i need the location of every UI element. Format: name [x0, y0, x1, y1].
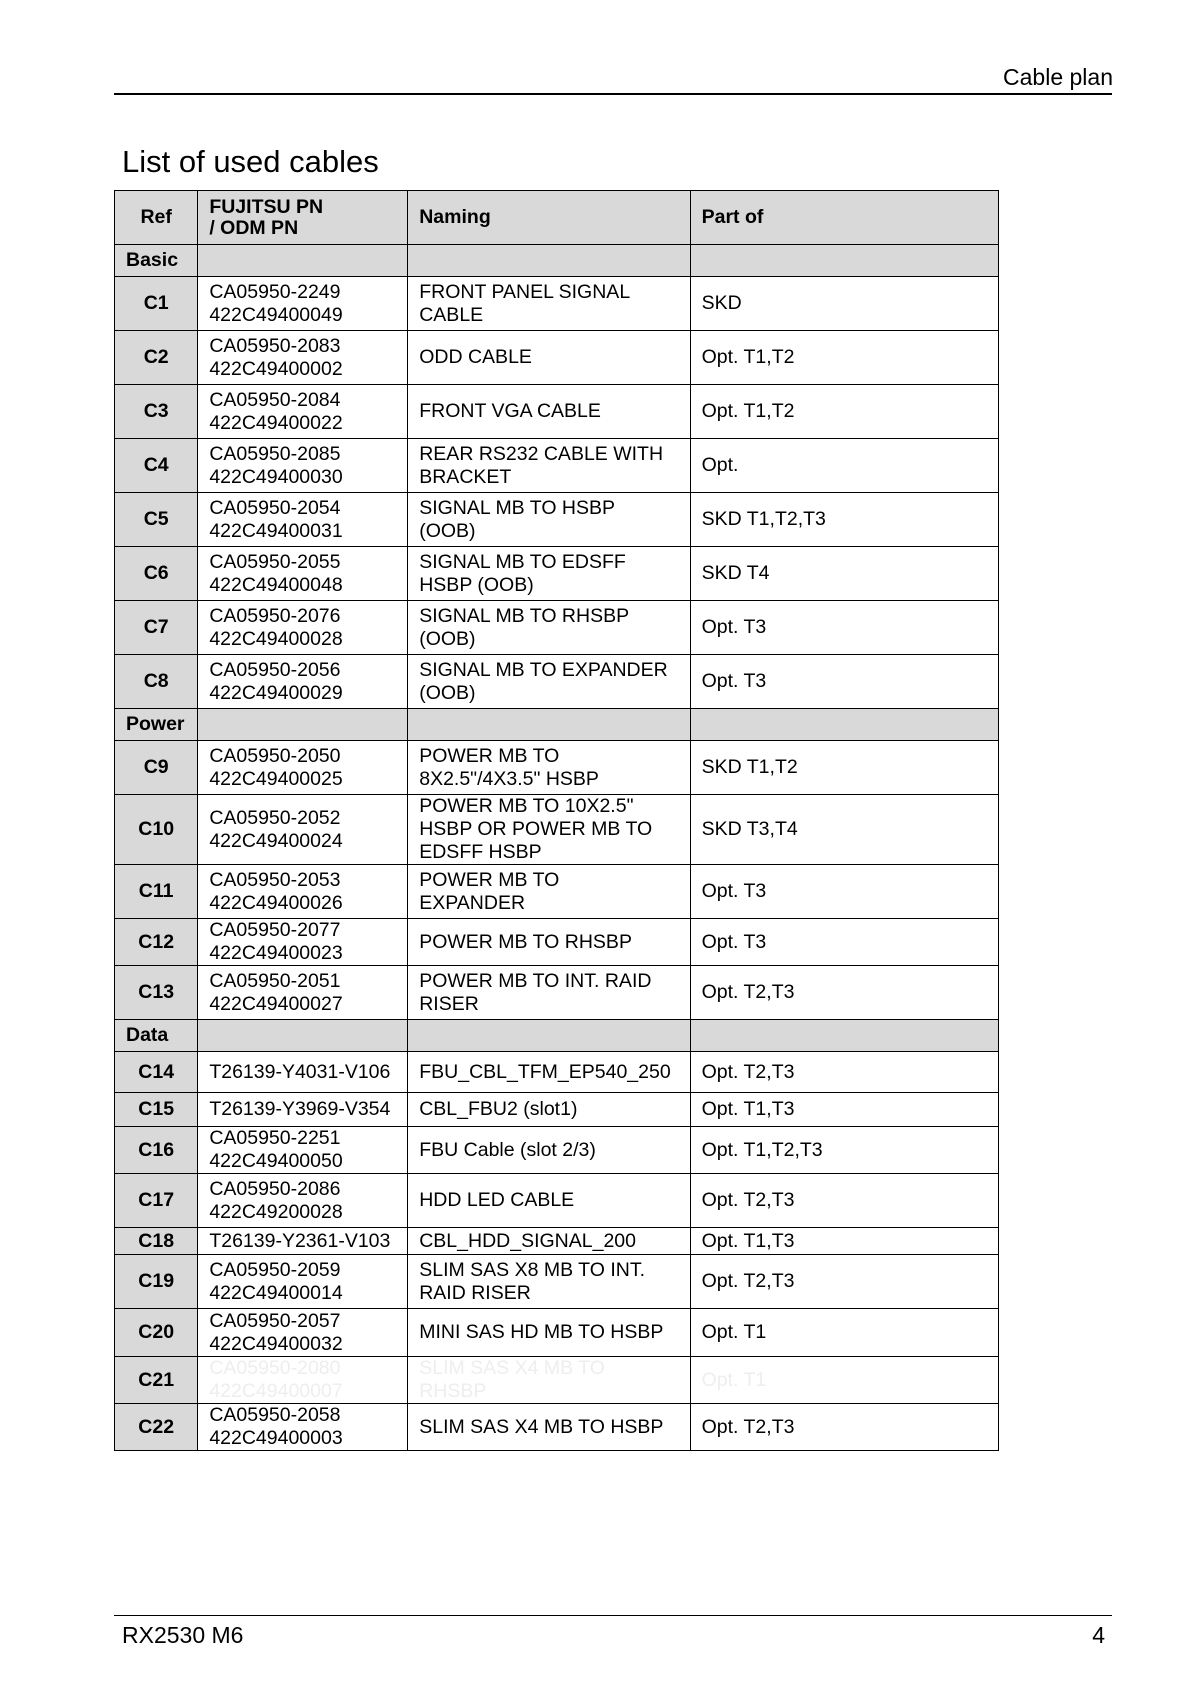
part-number-cell: CA05950-2251 422C49400050 — [198, 1127, 408, 1174]
part-number-cell: CA05950-2058 422C49400003 — [198, 1404, 408, 1451]
naming-cell: SIGNAL MB TO RHSBP (OOB) — [408, 601, 690, 655]
ref-cell: C16 — [115, 1127, 198, 1174]
ref-cell: C1 — [115, 277, 198, 331]
footer-divider — [114, 1615, 1112, 1616]
naming-cell: FRONT VGA CABLE — [408, 385, 690, 439]
part-number-cell: CA05950-2053 422C49400026 — [198, 865, 408, 919]
naming-cell: MINI SAS HD MB TO HSBP — [408, 1309, 690, 1357]
ref-cell: C4 — [115, 439, 198, 493]
table-row — [115, 919, 999, 966]
table-row — [115, 741, 999, 795]
naming-cell: REAR RS232 CABLE WITH BRACKET — [408, 439, 690, 493]
ref-cell: C17 — [115, 1174, 198, 1228]
part-of-cell: Opt. T3 — [690, 601, 998, 655]
table-row — [115, 1228, 999, 1255]
naming-cell: SLIM SAS X4 MB TO HSBP — [408, 1404, 690, 1451]
table-row — [115, 1255, 999, 1309]
group-empty-cell — [690, 709, 998, 741]
part-of-cell: Opt. T3 — [690, 919, 998, 966]
part-number-cell: CA05950-2054 422C49400031 — [198, 493, 408, 547]
table-row — [115, 1127, 999, 1174]
group-empty-cell — [198, 1020, 408, 1052]
part-number-cell: CA05950-2057 422C49400032 — [198, 1309, 408, 1357]
ref-cell: C10 — [115, 795, 198, 865]
group-row — [115, 1020, 999, 1052]
col-header-pn: FUJITSU PN / ODM PN — [198, 191, 408, 245]
table-row — [115, 1174, 999, 1228]
group-empty-cell — [198, 709, 408, 741]
ref-cell: C15 — [115, 1093, 198, 1127]
part-number-cell: CA05950-2059 422C49400014 — [198, 1255, 408, 1309]
naming-cell: FRONT PANEL SIGNAL CABLE — [408, 277, 690, 331]
part-number-cell: CA05950-2076 422C49400028 — [198, 601, 408, 655]
part-number-cell: CA05950-2055 422C49400048 — [198, 547, 408, 601]
part-of-cell: SKD T4 — [690, 547, 998, 601]
part-of-cell: Opt. T2,T3 — [690, 1174, 998, 1228]
naming-cell: SIGNAL MB TO EDSFF HSBP (OOB) — [408, 547, 690, 601]
ref-cell: C20 — [115, 1309, 198, 1357]
section-title: List of used cables — [122, 144, 379, 179]
part-number-cell: CA05950-2249 422C49400049 — [198, 277, 408, 331]
group-row — [115, 245, 999, 277]
part-of-cell: Opt. T1,T2 — [690, 385, 998, 439]
footer-model: RX2530 M6 — [122, 1622, 244, 1648]
col-header-part-of: Part of — [690, 191, 998, 245]
table-row — [115, 1052, 999, 1093]
part-of-cell: Opt. T1,T2,T3 — [690, 1127, 998, 1174]
part-of-cell: Opt. T1,T3 — [690, 1228, 998, 1255]
ref-cell: C22 — [115, 1404, 198, 1451]
part-number-cell: CA05950-2077 422C49400023 — [198, 919, 408, 966]
table-row — [115, 795, 999, 865]
group-row — [115, 709, 999, 741]
ref-cell: C3 — [115, 385, 198, 439]
ref-cell: C2 — [115, 331, 198, 385]
page-number: 4 — [1092, 1622, 1105, 1648]
ref-cell: C5 — [115, 493, 198, 547]
part-number-cell: CA05950-2085 422C49400030 — [198, 439, 408, 493]
col-header-ref: Ref — [115, 191, 198, 245]
part-of-cell: Opt. T3 — [690, 655, 998, 709]
naming-cell: POWER MB TO RHSBP — [408, 919, 690, 966]
naming-cell: SIGNAL MB TO EXPANDER (OOB) — [408, 655, 690, 709]
header-divider — [114, 93, 1112, 95]
part-of-cell: Opt. T3 — [690, 865, 998, 919]
table-row — [115, 865, 999, 919]
part-number-cell: T26139-Y2361-V103 — [198, 1228, 408, 1255]
naming-cell: ODD CABLE — [408, 331, 690, 385]
table-row — [115, 331, 999, 385]
ref-cell: C9 — [115, 741, 198, 795]
group-empty-cell — [198, 245, 408, 277]
group-empty-cell — [408, 709, 690, 741]
group-label: Power — [115, 709, 198, 741]
part-number-cell: CA05950-2056 422C49400029 — [198, 655, 408, 709]
table-row — [115, 655, 999, 709]
naming-cell: POWER MB TO 10X2.5" HSBP OR POWER MB TO EDSFF HSBP — [408, 795, 690, 865]
table-row — [115, 1404, 999, 1451]
ref-cell: C13 — [115, 966, 198, 1020]
table-row — [115, 277, 999, 331]
ref-cell: C6 — [115, 547, 198, 601]
naming-cell: CBL_HDD_SIGNAL_200 — [408, 1228, 690, 1255]
naming-cell: SLIM SAS X4 MB TO RHSBP — [408, 1357, 690, 1404]
naming-cell: POWER MB TO 8X2.5"/4X3.5" HSBP — [408, 741, 690, 795]
ref-cell: C8 — [115, 655, 198, 709]
table-row — [115, 385, 999, 439]
part-of-cell: SKD T3,T4 — [690, 795, 998, 865]
part-number-cell: T26139-Y3969-V354 — [198, 1093, 408, 1127]
part-number-cell: T26139-Y4031-V106 — [198, 1052, 408, 1093]
group-label: Data — [115, 1020, 198, 1052]
naming-cell: POWER MB TO EXPANDER — [408, 865, 690, 919]
part-of-cell: SKD T1,T2,T3 — [690, 493, 998, 547]
table-row — [115, 493, 999, 547]
naming-cell: SLIM SAS X8 MB TO INT. RAID RISER — [408, 1255, 690, 1309]
table-row — [115, 439, 999, 493]
part-number-cell: CA05950-2051 422C49400027 — [198, 966, 408, 1020]
naming-cell: CBL_FBU2 (slot1) — [408, 1093, 690, 1127]
part-of-cell: Opt. T2,T3 — [690, 1052, 998, 1093]
part-of-cell: Opt. T1 — [690, 1357, 998, 1404]
table-row — [115, 966, 999, 1020]
part-number-cell: CA05950-2052 422C49400024 — [198, 795, 408, 865]
ref-cell: C21 — [115, 1357, 198, 1404]
naming-cell: FBU_CBL_TFM_EP540_250 — [408, 1052, 690, 1093]
part-number-cell: CA05950-2083 422C49400002 — [198, 331, 408, 385]
table-row — [115, 547, 999, 601]
ref-cell: C19 — [115, 1255, 198, 1309]
ref-cell: C12 — [115, 919, 198, 966]
part-of-cell: Opt. T1,T2 — [690, 331, 998, 385]
part-of-cell: Opt. T2,T3 — [690, 1404, 998, 1451]
table-row — [115, 601, 999, 655]
naming-cell: SIGNAL MB TO HSBP (OOB) — [408, 493, 690, 547]
table-row — [115, 1093, 999, 1127]
ref-cell: C14 — [115, 1052, 198, 1093]
part-number-cell: CA05950-2050 422C49400025 — [198, 741, 408, 795]
col-header-naming: Naming — [408, 191, 690, 245]
group-empty-cell — [408, 1020, 690, 1052]
part-of-cell: Opt. T1 — [690, 1309, 998, 1357]
part-of-cell: SKD — [690, 277, 998, 331]
group-empty-cell — [690, 245, 998, 277]
ref-cell: C11 — [115, 865, 198, 919]
ref-cell: C7 — [115, 601, 198, 655]
ref-cell: C18 — [115, 1228, 198, 1255]
part-of-cell: Opt. — [690, 439, 998, 493]
cables-table-body — [115, 245, 999, 1451]
naming-cell: FBU Cable (slot 2/3) — [408, 1127, 690, 1174]
page-header-title: Cable plan — [1003, 64, 1113, 90]
part-of-cell: Opt. T1,T3 — [690, 1093, 998, 1127]
group-empty-cell — [408, 245, 690, 277]
group-empty-cell — [690, 1020, 998, 1052]
group-label: Basic — [115, 245, 198, 277]
table-row — [115, 1357, 999, 1404]
part-of-cell: Opt. T2,T3 — [690, 1255, 998, 1309]
naming-cell: HDD LED CABLE — [408, 1174, 690, 1228]
part-number-cell: CA05950-2084 422C49400022 — [198, 385, 408, 439]
table-row — [115, 1309, 999, 1357]
part-number-cell: CA05950-2086 422C49200028 — [198, 1174, 408, 1228]
part-of-cell: SKD T1,T2 — [690, 741, 998, 795]
cables-table — [114, 190, 999, 1451]
naming-cell: POWER MB TO INT. RAID RISER — [408, 966, 690, 1020]
part-number-cell: CA05950-2080 422C49400007 — [198, 1357, 408, 1404]
part-of-cell: Opt. T2,T3 — [690, 966, 998, 1020]
